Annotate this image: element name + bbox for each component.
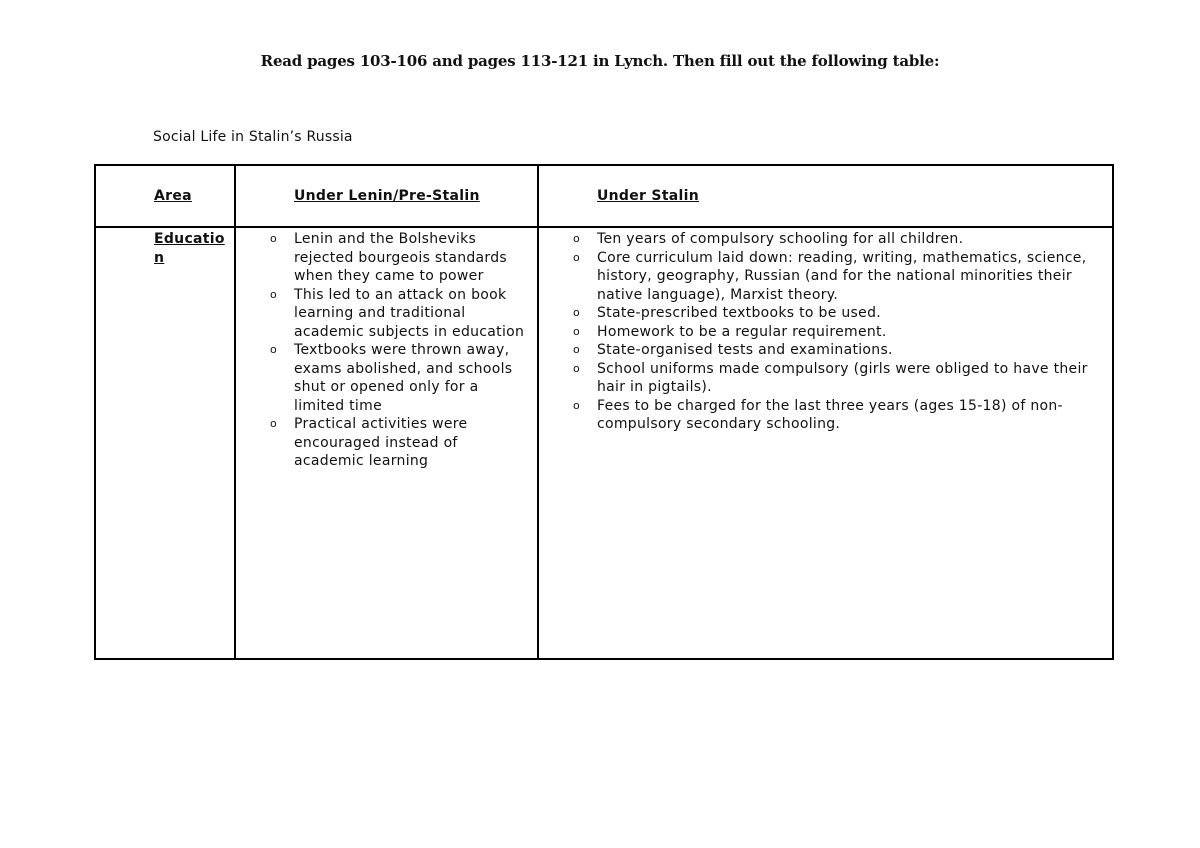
area-cell [95,227,235,659]
lenin-cell [235,227,538,659]
header-area-label: Area [154,187,192,204]
header-cell-lenin [235,165,538,227]
list-item: o State-prescribed textbooks to be used. [597,304,1106,323]
table-row [95,227,1113,659]
list-item: o Homework to be a regular requirement. [597,323,1106,342]
list-item: o School uniforms made compulsory (girls were obliged to have their hair in pigtails). [597,360,1106,397]
lenin-bullet-list [236,228,537,471]
header-cell-area [95,165,235,227]
list-item: o Ten years of compulsory schooling for all children. [597,230,1106,249]
list-item: o Lenin and the Bolsheviks rejected bourgeois standards when they came to power [294,230,531,286]
page-title: Read pages 103-106 and pages 113-121 in Lynch. Then fill out the following table: [260,52,940,70]
header-lenin-label: Under Lenin/Pre-Stalin [294,187,480,204]
list-item: o Textbooks were thrown away, exams abolished, and schools shut or opened only for a limited time [294,341,531,415]
header-cell-stalin [538,165,1113,227]
list-item: o This led to an attack on book learning and traditional academic subjects in education [294,286,531,342]
list-item: o Practical activities were encouraged instead of academic learning [294,415,531,471]
list-item: o Fees to be charged for the last three years (ages 15-18) of non-compulsory secondary schooling. [597,397,1106,434]
list-item: o Core curriculum laid down: reading, writing, mathematics, science, history, geography, Russian (and for the national minorities their native language), Marxist theory. [597,249,1106,305]
header-stalin-label: Under Stalin [597,187,700,204]
list-item: o State-organised tests and examinations. [597,341,1106,360]
table-header-row [95,165,1113,227]
comparison-table [94,164,1114,660]
stalin-bullet-list [539,228,1112,434]
table-caption: Social Life in Stalin’s Russia [153,129,353,145]
stalin-cell [538,227,1113,659]
area-label-education: Education [154,231,225,266]
